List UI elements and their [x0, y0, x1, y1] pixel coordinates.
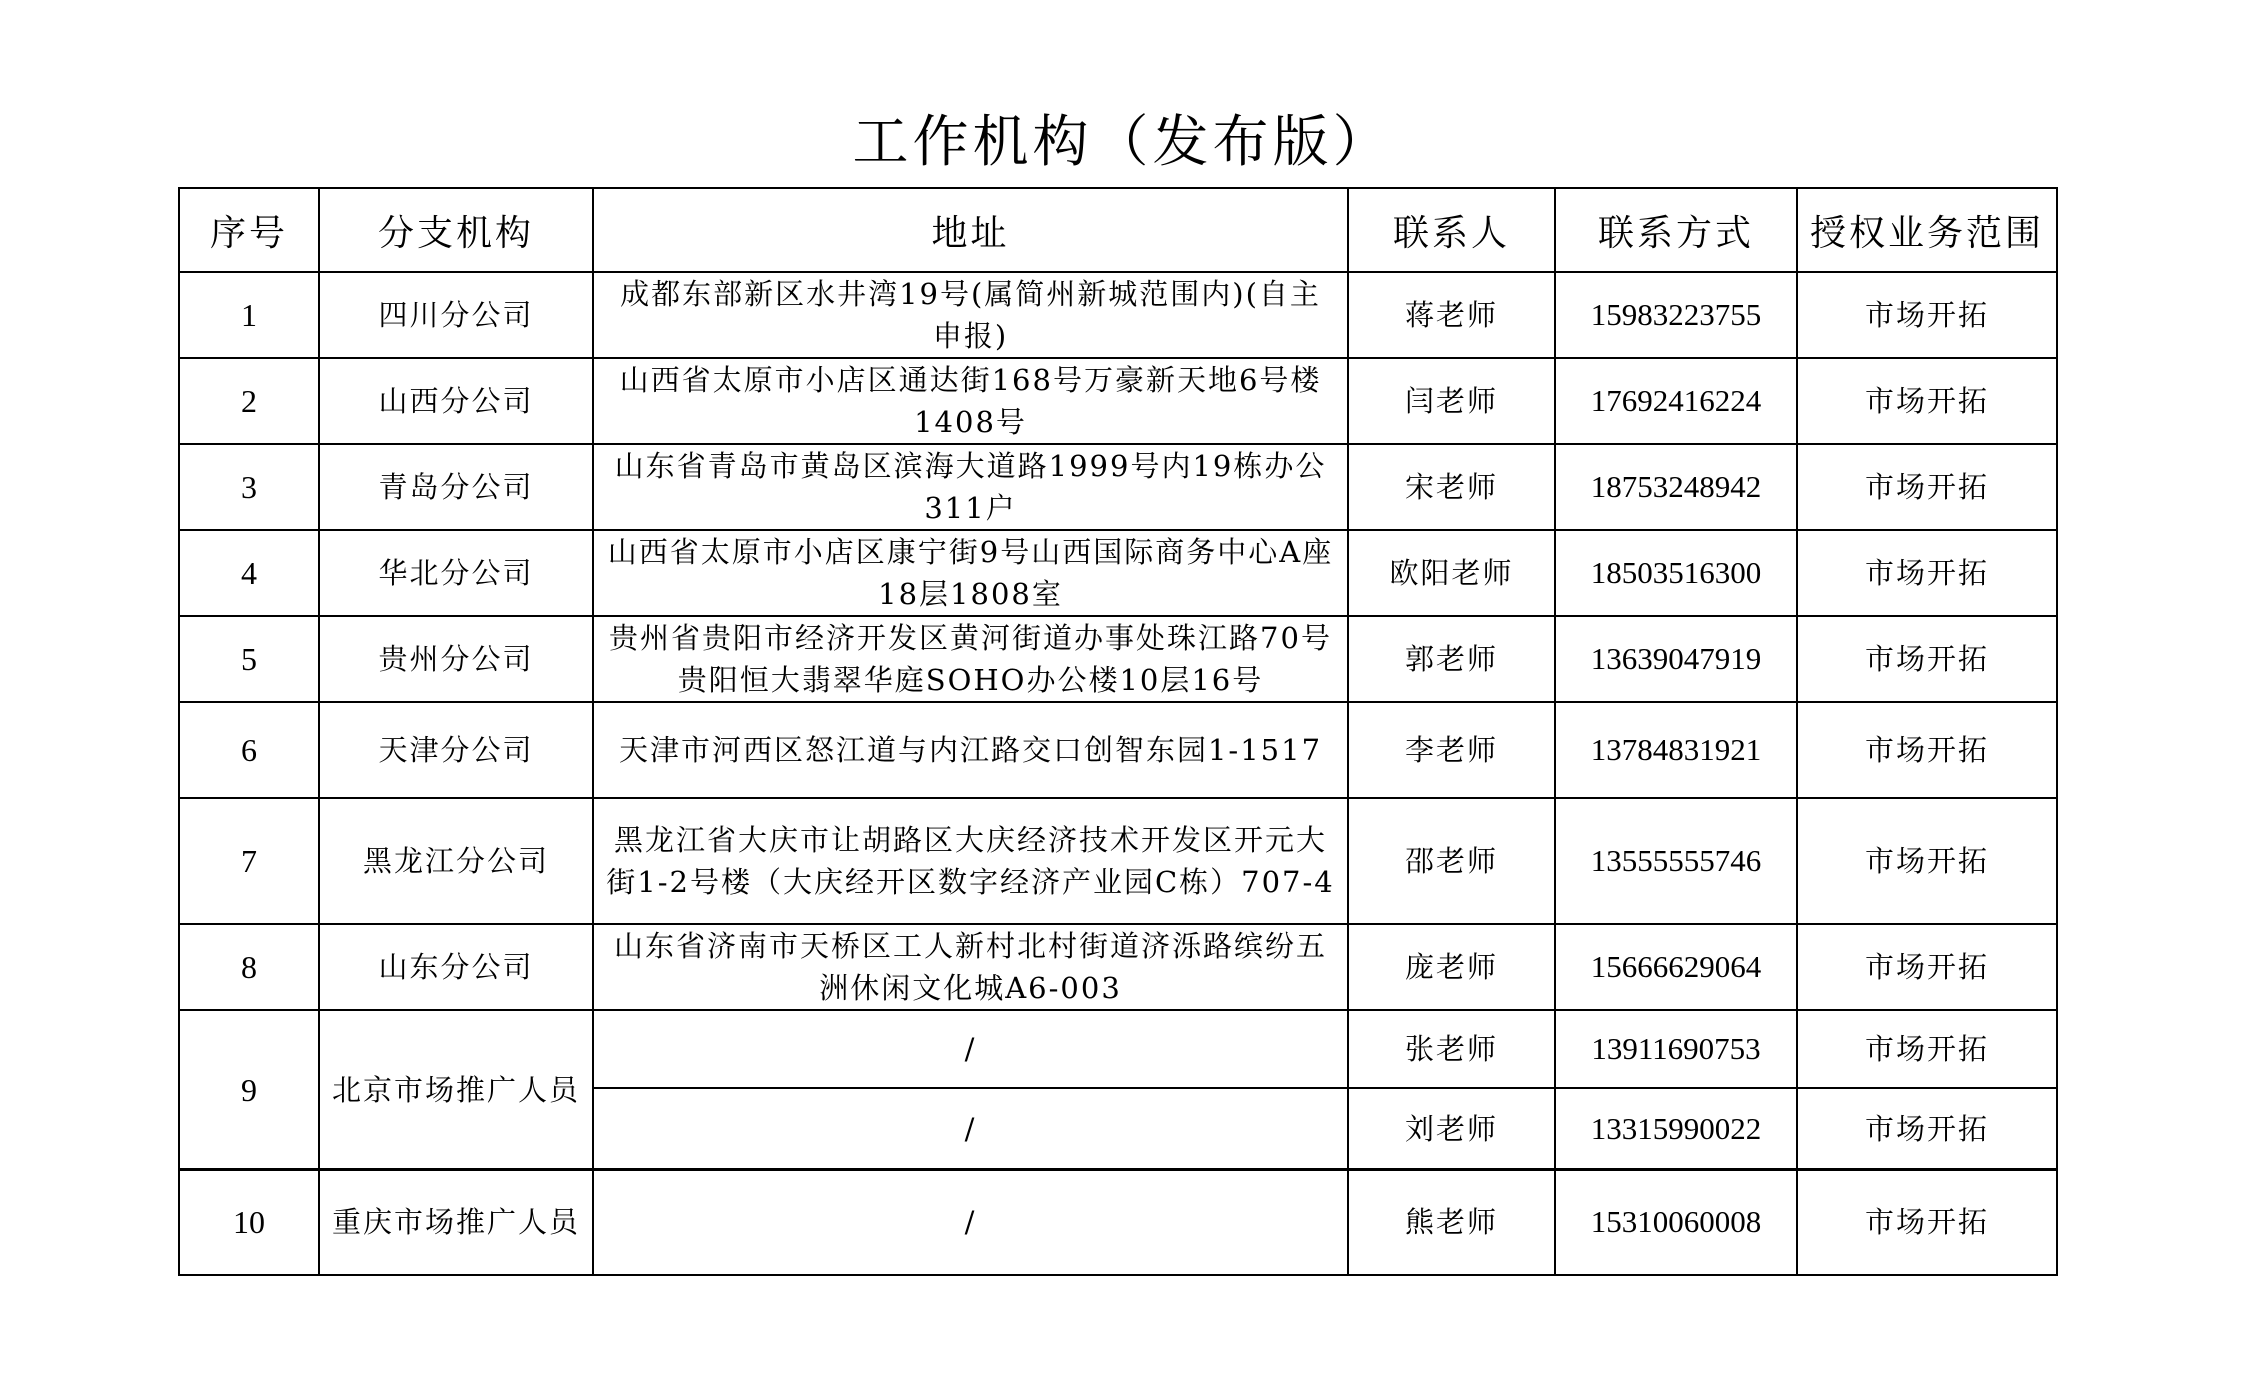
row-scope: 市场开拓 — [1797, 1010, 2057, 1088]
row-no: 7 — [179, 798, 319, 924]
row-contact: 宋老师 — [1348, 444, 1555, 530]
header-no: 序号 — [179, 188, 319, 272]
header-branch: 分支机构 — [319, 188, 593, 272]
row-contact: 闫老师 — [1348, 358, 1555, 444]
table-row — [179, 1010, 2057, 1088]
row-contact: 熊老师 — [1348, 1169, 1555, 1275]
row-address: / — [593, 1169, 1348, 1275]
table-header-row — [179, 188, 2057, 272]
row-address: 山东省青岛市黄岛区滨海大道路1999号内19栋办公311户 — [593, 444, 1348, 530]
row-address: / — [593, 1010, 1348, 1088]
row-phone: 13315990022 — [1555, 1088, 1797, 1170]
row-branch: 黑龙江分公司 — [319, 798, 593, 924]
row-address: / — [593, 1088, 1348, 1170]
row-scope: 市场开拓 — [1797, 444, 2057, 530]
row-branch: 天津分公司 — [319, 702, 593, 798]
row-phone: 18503516300 — [1555, 530, 1797, 616]
row-phone: 13639047919 — [1555, 616, 1797, 702]
header-contact: 联系人 — [1348, 188, 1555, 272]
table-row — [179, 616, 2057, 702]
row-phone: 13555555746 — [1555, 798, 1797, 924]
table-row — [179, 702, 2057, 798]
row-address: 成都东部新区水井湾19号(属简州新城范围内)(自主申报) — [593, 272, 1348, 358]
row-contact: 张老师 — [1348, 1010, 1555, 1088]
row-no: 10 — [179, 1169, 319, 1275]
document-title: 工作机构（发布版） — [852, 110, 1393, 175]
row-address: 山西省太原市小店区通达街168号万豪新天地6号楼1408号 — [593, 358, 1348, 444]
row-no: 6 — [179, 702, 319, 798]
row-no: 9 — [179, 1010, 319, 1170]
table-row — [179, 798, 2057, 924]
row-branch: 重庆市场推广人员 — [319, 1169, 593, 1275]
row-contact: 庞老师 — [1348, 924, 1555, 1010]
table-row — [179, 444, 2057, 530]
row-contact: 蒋老师 — [1348, 272, 1555, 358]
row-branch: 四川分公司 — [319, 272, 593, 358]
row-phone: 17692416224 — [1555, 358, 1797, 444]
row-phone: 18753248942 — [1555, 444, 1797, 530]
row-contact: 李老师 — [1348, 702, 1555, 798]
row-address: 山西省太原市小店区康宁街9号山西国际商务中心A座18层1808室 — [593, 530, 1348, 616]
row-scope: 市场开拓 — [1797, 530, 2057, 616]
row-scope: 市场开拓 — [1797, 702, 2057, 798]
row-phone: 15666629064 — [1555, 924, 1797, 1010]
row-scope: 市场开拓 — [1797, 272, 2057, 358]
row-address: 贵州省贵阳市经济开发区黄河街道办事处珠江路70号贵阳恒大翡翠华庭SOHO办公楼10层16号 — [593, 616, 1348, 702]
row-branch: 山东分公司 — [319, 924, 593, 1010]
row-scope: 市场开拓 — [1797, 616, 2057, 702]
table-row — [179, 272, 2057, 358]
header-scope: 授权业务范围 — [1797, 188, 2057, 272]
row-address: 黑龙江省大庆市让胡路区大庆经济技术开发区开元大街1-2号楼（大庆经开区数字经济产业园C栋）707-4 — [593, 798, 1348, 924]
row-address: 天津市河西区怒江道与内江路交口创智东园1-1517 — [593, 702, 1348, 798]
row-no: 4 — [179, 530, 319, 616]
organization-table — [178, 187, 2058, 1171]
row-phone: 13784831921 — [1555, 702, 1797, 798]
row-branch: 华北分公司 — [319, 530, 593, 616]
row-scope: 市场开拓 — [1797, 924, 2057, 1010]
row-phone: 13911690753 — [1555, 1010, 1797, 1088]
row-no: 1 — [179, 272, 319, 358]
table-row — [179, 530, 2057, 616]
row-scope: 市场开拓 — [1797, 358, 2057, 444]
row-phone: 15310060008 — [1555, 1169, 1797, 1275]
row-scope: 市场开拓 — [1797, 1088, 2057, 1170]
row-contact: 刘老师 — [1348, 1088, 1555, 1170]
row-scope: 市场开拓 — [1797, 798, 2057, 924]
table-row — [179, 924, 2057, 1010]
row-branch: 北京市场推广人员 — [319, 1010, 593, 1170]
row-phone: 15983223755 — [1555, 272, 1797, 358]
row-address: 山东省济南市天桥区工人新村北村街道济泺路缤纷五洲休闲文化城A6-003 — [593, 924, 1348, 1010]
row-scope: 市场开拓 — [1797, 1169, 2057, 1275]
row-branch: 山西分公司 — [319, 358, 593, 444]
organization-table-continued — [178, 1168, 2058, 1276]
row-contact: 欧阳老师 — [1348, 530, 1555, 616]
header-address: 地址 — [593, 188, 1348, 272]
header-phone: 联系方式 — [1555, 188, 1797, 272]
row-branch: 青岛分公司 — [319, 444, 593, 530]
row-no: 5 — [179, 616, 319, 702]
row-no: 3 — [179, 444, 319, 530]
row-contact: 郭老师 — [1348, 616, 1555, 702]
table-row — [179, 358, 2057, 444]
table-row — [179, 1169, 2057, 1275]
row-no: 2 — [179, 358, 319, 444]
row-no: 8 — [179, 924, 319, 1010]
row-contact: 邵老师 — [1348, 798, 1555, 924]
row-branch: 贵州分公司 — [319, 616, 593, 702]
